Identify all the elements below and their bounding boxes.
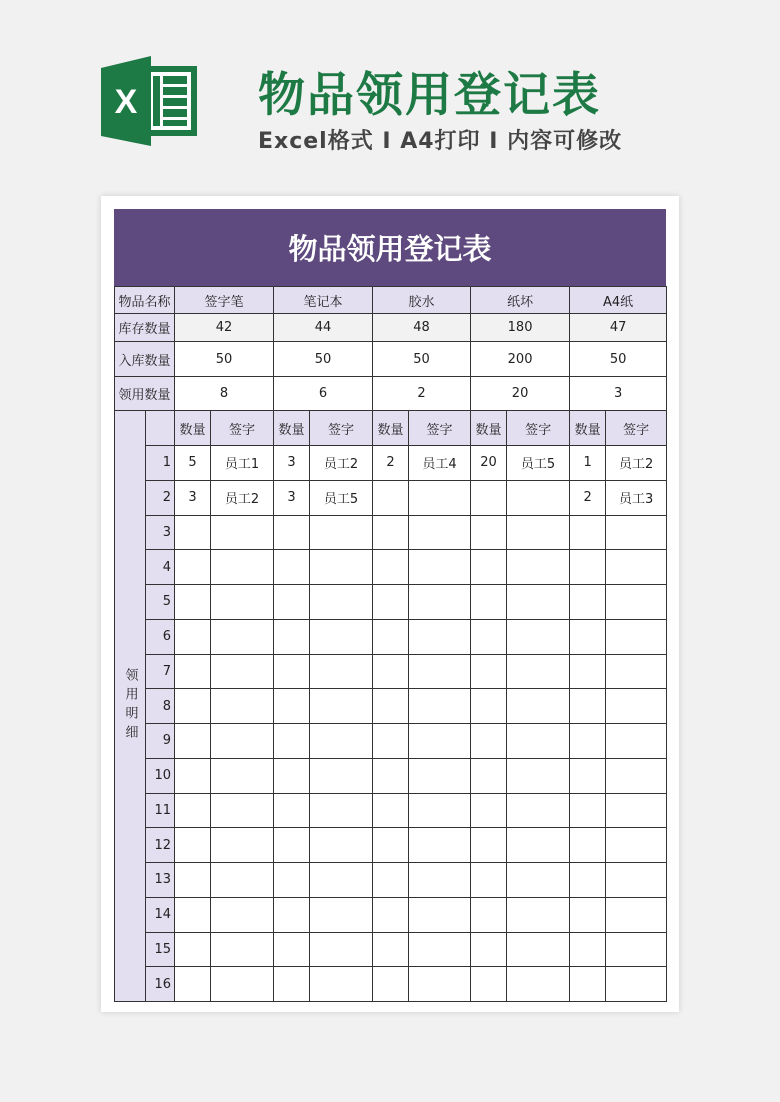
sign-cell[interactable]: 员工5 xyxy=(310,480,373,515)
sign-cell[interactable] xyxy=(507,689,570,724)
table-row xyxy=(115,446,667,481)
sign-cell[interactable] xyxy=(606,515,667,550)
row-number: 15 xyxy=(146,932,175,967)
table-row xyxy=(115,863,667,898)
sign-cell[interactable] xyxy=(507,480,570,515)
row-number: 4 xyxy=(146,550,175,585)
sign-header: 签字 xyxy=(409,411,471,446)
row-number: 13 xyxy=(146,863,175,898)
item-used[interactable]: 20 xyxy=(471,377,570,411)
sign-cell[interactable] xyxy=(211,724,274,759)
table-row xyxy=(115,828,667,863)
sign-cell[interactable] xyxy=(409,793,471,828)
qty-cell[interactable] xyxy=(274,689,310,724)
qty-cell[interactable] xyxy=(471,932,507,967)
table-row xyxy=(115,585,667,620)
table-row xyxy=(115,619,667,654)
sign-cell[interactable] xyxy=(409,480,471,515)
qty-cell[interactable] xyxy=(175,758,211,793)
row-label: 库存数量 xyxy=(115,314,175,342)
register-table xyxy=(114,286,667,1002)
sign-cell[interactable] xyxy=(211,828,274,863)
qty-cell[interactable] xyxy=(274,654,310,689)
qty-cell[interactable] xyxy=(373,619,409,654)
qty-cell[interactable] xyxy=(274,585,310,620)
item-name[interactable]: 笔记本 xyxy=(274,287,373,314)
qty-header: 数量 xyxy=(175,411,211,446)
table-row xyxy=(115,550,667,585)
item-in[interactable]: 200 xyxy=(471,342,570,377)
sign-cell[interactable] xyxy=(211,619,274,654)
sign-cell[interactable] xyxy=(211,897,274,932)
row-number: 5 xyxy=(146,585,175,620)
sign-cell[interactable] xyxy=(310,585,373,620)
sign-cell[interactable] xyxy=(409,828,471,863)
qty-cell[interactable] xyxy=(471,654,507,689)
qty-cell[interactable] xyxy=(471,515,507,550)
sign-cell[interactable] xyxy=(310,863,373,898)
blank-cell xyxy=(146,411,175,446)
qty-cell[interactable] xyxy=(175,724,211,759)
sign-cell[interactable] xyxy=(606,863,667,898)
qty-cell[interactable] xyxy=(471,550,507,585)
sheet-title: 物品领用登记表 xyxy=(114,209,666,286)
qty-cell[interactable] xyxy=(373,932,409,967)
row-number: 2 xyxy=(146,480,175,515)
sign-cell[interactable] xyxy=(507,967,570,1002)
qty-cell[interactable] xyxy=(175,932,211,967)
sign-cell[interactable] xyxy=(211,758,274,793)
sign-header: 签字 xyxy=(211,411,274,446)
qty-cell[interactable] xyxy=(274,828,310,863)
qty-cell[interactable] xyxy=(175,550,211,585)
qty-cell[interactable] xyxy=(175,654,211,689)
sign-cell[interactable] xyxy=(310,967,373,1002)
summary-row-used xyxy=(115,377,667,411)
qty-cell[interactable] xyxy=(274,758,310,793)
row-number: 6 xyxy=(146,619,175,654)
table-row xyxy=(115,758,667,793)
qty-cell[interactable] xyxy=(274,897,310,932)
page-title: 物品领用登记表 xyxy=(258,68,601,123)
qty-cell[interactable] xyxy=(570,515,606,550)
sign-cell[interactable] xyxy=(310,515,373,550)
qty-cell[interactable]: 2 xyxy=(570,480,606,515)
qty-header: 数量 xyxy=(373,411,409,446)
qty-cell[interactable] xyxy=(274,863,310,898)
sign-cell[interactable] xyxy=(606,654,667,689)
sign-cell[interactable]: 员工2 xyxy=(606,446,667,481)
sign-cell[interactable] xyxy=(211,967,274,1002)
qty-cell[interactable] xyxy=(373,828,409,863)
qty-cell[interactable] xyxy=(471,863,507,898)
detail-header-row xyxy=(115,411,667,446)
qty-cell[interactable] xyxy=(373,550,409,585)
sign-cell[interactable] xyxy=(211,689,274,724)
item-stock[interactable]: 48 xyxy=(373,314,471,342)
sign-cell[interactable] xyxy=(409,689,471,724)
qty-cell[interactable] xyxy=(175,515,211,550)
qty-cell[interactable] xyxy=(570,932,606,967)
sign-cell[interactable]: 员工5 xyxy=(507,446,570,481)
sign-cell[interactable] xyxy=(507,932,570,967)
qty-cell[interactable] xyxy=(471,758,507,793)
qty-cell[interactable] xyxy=(175,689,211,724)
qty-cell[interactable] xyxy=(373,897,409,932)
item-name[interactable]: 签字笔 xyxy=(175,287,274,314)
sign-cell[interactable] xyxy=(507,828,570,863)
qty-cell[interactable] xyxy=(570,793,606,828)
row-number: 9 xyxy=(146,724,175,759)
qty-cell[interactable]: 3 xyxy=(274,480,310,515)
sign-cell[interactable]: 员工2 xyxy=(211,480,274,515)
sign-cell[interactable]: 员工4 xyxy=(409,446,471,481)
qty-cell[interactable] xyxy=(471,828,507,863)
sign-cell[interactable] xyxy=(606,828,667,863)
excel-logo-icon xyxy=(101,56,199,146)
qty-cell[interactable] xyxy=(373,689,409,724)
qty-cell[interactable] xyxy=(570,585,606,620)
qty-cell[interactable] xyxy=(570,689,606,724)
svg-text:X: X xyxy=(114,83,138,121)
sign-cell[interactable] xyxy=(409,515,471,550)
sign-header: 签字 xyxy=(310,411,373,446)
qty-cell[interactable] xyxy=(274,967,310,1002)
qty-header: 数量 xyxy=(274,411,310,446)
sign-cell[interactable] xyxy=(211,793,274,828)
sign-cell[interactable] xyxy=(310,932,373,967)
qty-cell[interactable] xyxy=(570,967,606,1002)
item-used[interactable]: 2 xyxy=(373,377,471,411)
sign-cell[interactable] xyxy=(310,550,373,585)
sign-cell[interactable] xyxy=(507,550,570,585)
qty-cell[interactable] xyxy=(570,828,606,863)
qty-cell[interactable] xyxy=(570,619,606,654)
row-number: 1 xyxy=(146,446,175,481)
qty-cell[interactable] xyxy=(570,863,606,898)
qty-cell[interactable] xyxy=(471,793,507,828)
row-number: 10 xyxy=(146,758,175,793)
qty-cell[interactable]: 3 xyxy=(175,480,211,515)
sign-cell[interactable] xyxy=(211,932,274,967)
qty-cell[interactable] xyxy=(570,654,606,689)
qty-cell[interactable] xyxy=(373,967,409,1002)
table-row xyxy=(115,689,667,724)
item-stock[interactable]: 47 xyxy=(570,314,667,342)
sign-cell[interactable] xyxy=(606,724,667,759)
row-label: 领用数量 xyxy=(115,377,175,411)
summary-row-stock xyxy=(115,314,667,342)
qty-cell[interactable] xyxy=(175,585,211,620)
qty-cell[interactable] xyxy=(570,897,606,932)
sign-cell[interactable] xyxy=(507,897,570,932)
sign-cell[interactable] xyxy=(507,758,570,793)
sign-cell[interactable] xyxy=(606,897,667,932)
qty-cell[interactable] xyxy=(274,932,310,967)
sign-cell[interactable] xyxy=(507,793,570,828)
item-used[interactable]: 6 xyxy=(274,377,373,411)
sign-cell[interactable] xyxy=(211,585,274,620)
sign-cell[interactable] xyxy=(409,758,471,793)
sign-cell[interactable] xyxy=(310,897,373,932)
qty-cell[interactable] xyxy=(471,897,507,932)
table-row xyxy=(115,515,667,550)
qty-cell[interactable] xyxy=(175,967,211,1002)
item-used[interactable]: 3 xyxy=(570,377,667,411)
qty-cell[interactable] xyxy=(373,758,409,793)
table-row xyxy=(115,897,667,932)
row-number: 16 xyxy=(146,967,175,1002)
qty-cell[interactable] xyxy=(373,585,409,620)
qty-cell[interactable] xyxy=(175,863,211,898)
sign-cell[interactable] xyxy=(211,515,274,550)
sign-header: 签字 xyxy=(606,411,667,446)
summary-row-in xyxy=(115,342,667,377)
qty-cell[interactable] xyxy=(274,550,310,585)
qty-cell[interactable] xyxy=(175,793,211,828)
sign-cell[interactable] xyxy=(310,828,373,863)
item-stock[interactable]: 42 xyxy=(175,314,274,342)
sign-cell[interactable] xyxy=(211,863,274,898)
qty-cell[interactable] xyxy=(471,967,507,1002)
sign-header: 签字 xyxy=(507,411,570,446)
sign-cell[interactable] xyxy=(409,619,471,654)
item-in[interactable]: 50 xyxy=(373,342,471,377)
qty-cell[interactable] xyxy=(274,619,310,654)
qty-cell[interactable]: 3 xyxy=(274,446,310,481)
table-row xyxy=(115,654,667,689)
qty-cell[interactable] xyxy=(175,828,211,863)
sign-cell[interactable] xyxy=(606,550,667,585)
sign-cell[interactable] xyxy=(507,724,570,759)
qty-cell[interactable] xyxy=(373,480,409,515)
sign-cell[interactable] xyxy=(507,515,570,550)
item-stock[interactable]: 180 xyxy=(471,314,570,342)
table-row xyxy=(115,793,667,828)
qty-cell[interactable]: 20 xyxy=(471,446,507,481)
sign-cell[interactable] xyxy=(409,585,471,620)
qty-cell[interactable] xyxy=(570,724,606,759)
sign-cell[interactable] xyxy=(310,724,373,759)
qty-cell[interactable] xyxy=(274,515,310,550)
row-label: 入库数量 xyxy=(115,342,175,377)
qty-cell[interactable] xyxy=(471,619,507,654)
sign-cell[interactable]: 员工1 xyxy=(211,446,274,481)
sign-cell[interactable] xyxy=(409,654,471,689)
item-in[interactable]: 50 xyxy=(175,342,274,377)
table-row xyxy=(115,932,667,967)
sign-cell[interactable] xyxy=(507,654,570,689)
sign-cell[interactable] xyxy=(409,897,471,932)
sign-cell[interactable] xyxy=(606,585,667,620)
sign-cell[interactable] xyxy=(606,619,667,654)
row-number: 8 xyxy=(146,689,175,724)
item-in[interactable]: 50 xyxy=(274,342,373,377)
qty-cell[interactable] xyxy=(373,654,409,689)
qty-header: 数量 xyxy=(471,411,507,446)
sign-cell[interactable] xyxy=(409,932,471,967)
summary-row-name xyxy=(115,287,667,314)
row-number: 7 xyxy=(146,654,175,689)
sign-cell[interactable] xyxy=(606,689,667,724)
qty-cell[interactable] xyxy=(471,689,507,724)
qty-cell[interactable] xyxy=(471,724,507,759)
sign-cell[interactable] xyxy=(507,585,570,620)
sign-cell[interactable] xyxy=(310,758,373,793)
row-number: 11 xyxy=(146,793,175,828)
row-number: 3 xyxy=(146,515,175,550)
qty-cell[interactable] xyxy=(471,480,507,515)
qty-cell[interactable]: 1 xyxy=(570,446,606,481)
detail-label: 领用明细 xyxy=(115,411,146,1002)
sign-cell[interactable] xyxy=(211,654,274,689)
sign-cell[interactable] xyxy=(507,863,570,898)
sign-cell[interactable] xyxy=(310,619,373,654)
qty-cell[interactable] xyxy=(175,619,211,654)
item-name[interactable]: A4纸 xyxy=(570,287,667,314)
sign-cell[interactable] xyxy=(310,689,373,724)
sign-cell[interactable] xyxy=(606,967,667,1002)
qty-cell[interactable] xyxy=(175,897,211,932)
sign-cell[interactable] xyxy=(310,654,373,689)
item-in[interactable]: 50 xyxy=(570,342,667,377)
qty-cell[interactable] xyxy=(570,550,606,585)
qty-cell[interactable] xyxy=(274,793,310,828)
row-label: 物品名称 xyxy=(115,287,175,314)
sign-cell[interactable] xyxy=(606,758,667,793)
item-name[interactable]: 胶水 xyxy=(373,287,471,314)
row-number: 14 xyxy=(146,897,175,932)
sign-cell[interactable] xyxy=(409,967,471,1002)
sign-cell[interactable] xyxy=(310,793,373,828)
qty-cell[interactable] xyxy=(373,863,409,898)
table-row xyxy=(115,967,667,1002)
qty-cell[interactable] xyxy=(570,758,606,793)
qty-cell[interactable]: 2 xyxy=(373,446,409,481)
item-name[interactable]: 纸坏 xyxy=(471,287,570,314)
qty-cell[interactable] xyxy=(274,724,310,759)
sign-cell[interactable] xyxy=(606,793,667,828)
qty-cell[interactable] xyxy=(373,793,409,828)
qty-cell[interactable] xyxy=(471,585,507,620)
sign-cell[interactable] xyxy=(409,550,471,585)
qty-cell[interactable] xyxy=(373,515,409,550)
sign-cell[interactable] xyxy=(211,550,274,585)
sign-cell[interactable]: 员工3 xyxy=(606,480,667,515)
qty-cell[interactable]: 5 xyxy=(175,446,211,481)
table-row xyxy=(115,480,667,515)
sign-cell[interactable] xyxy=(409,724,471,759)
sign-cell[interactable] xyxy=(409,863,471,898)
qty-header: 数量 xyxy=(570,411,606,446)
sign-cell[interactable]: 员工2 xyxy=(310,446,373,481)
table-row xyxy=(115,724,667,759)
row-number: 12 xyxy=(146,828,175,863)
item-used[interactable]: 8 xyxy=(175,377,274,411)
sign-cell[interactable] xyxy=(507,619,570,654)
page-subtitle: Excel格式 I A4打印 I 内容可修改 xyxy=(258,129,623,154)
sign-cell[interactable] xyxy=(606,932,667,967)
item-stock[interactable]: 44 xyxy=(274,314,373,342)
qty-cell[interactable] xyxy=(373,724,409,759)
